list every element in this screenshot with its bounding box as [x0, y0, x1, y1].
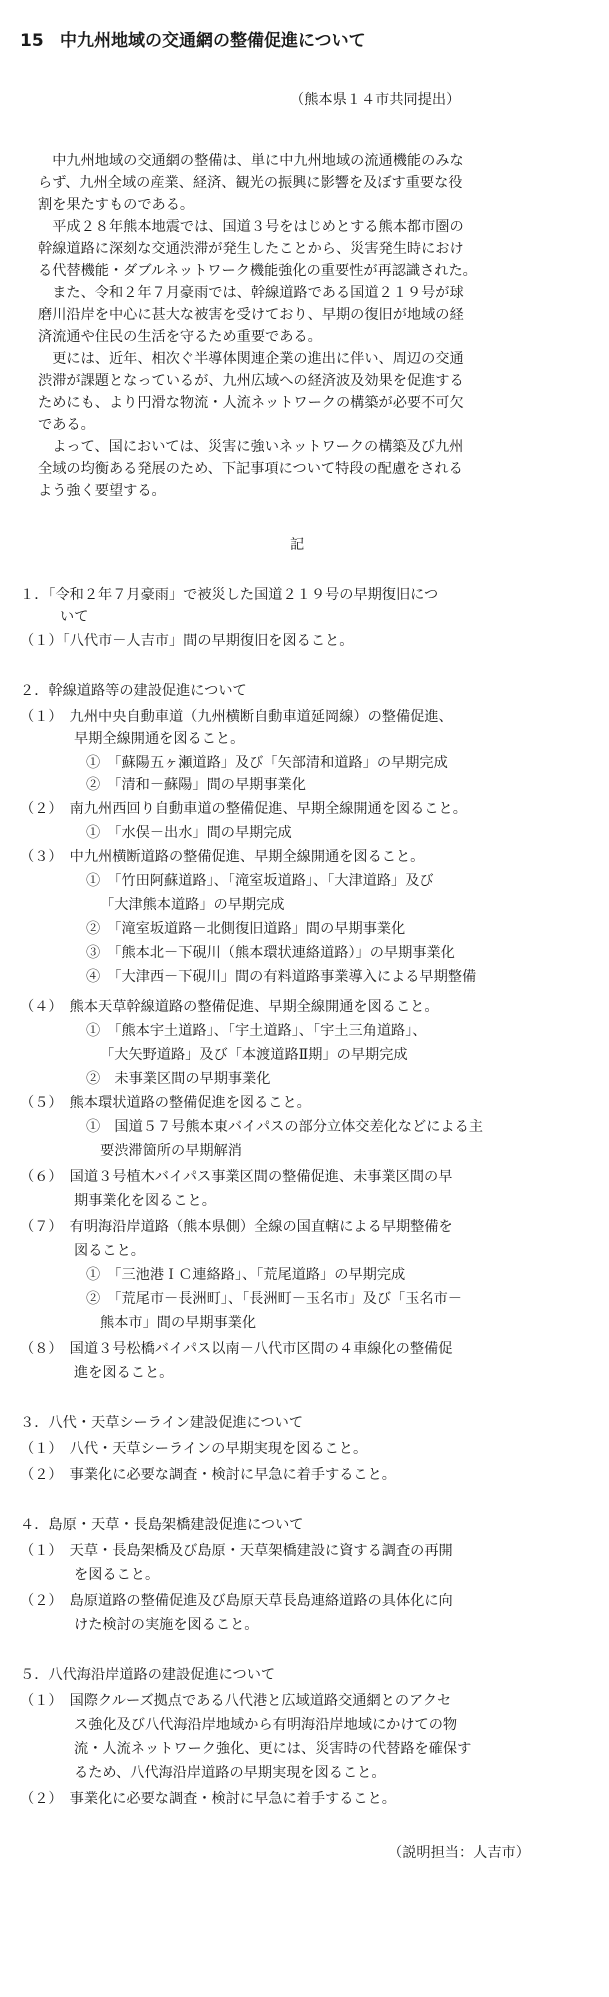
item-line: （２） 島原道路の整備促進及び島原天草長島連絡道路の具体化に向: [20, 1593, 453, 1609]
item-line: を図ること。: [74, 1567, 160, 1583]
footer-note: （説明担当：人吉市）: [388, 1845, 530, 1861]
item-line: ① 「三池港ＩＣ連絡路」、「荒尾道路」の早期完成: [86, 1267, 406, 1283]
intro-line: 平成２８年熊本地震では、国道３号をはじめとする熊本都市圏の: [38, 219, 464, 235]
item-line: ② 未事業区間の早期事業化: [86, 1071, 271, 1087]
intro-line: 更には、近年、相次ぐ半導体関連企業の進出に伴い、周辺の交通: [38, 351, 464, 367]
item-line: ス強化及び八代海沿岸地域から有明海沿岸地域にかけての物: [74, 1717, 458, 1733]
item-line: （４） 熊本天草幹線道路の整備促進、早期全線開通を図ること。: [20, 999, 439, 1015]
ki-heading: 記: [290, 537, 305, 553]
item-line: ① 「竹田阿蘇道路」、「滝室坂道路」、「大津道路」及び: [86, 873, 434, 889]
item-line: （１） 九州中央自動車道（九州横断自動車道延岡線）の整備促進、: [20, 709, 453, 725]
intro-line: 割を果たすものである。: [38, 197, 195, 213]
item-line: 熊本市」間の早期事業化: [100, 1315, 257, 1331]
submitter-note: （熊本県１４市共同提出）: [290, 92, 461, 108]
item-line: るため、八代海沿岸道路の早期実現を図ること。: [74, 1765, 386, 1781]
item-heading: ５．八代海沿岸道路の建設促進について: [20, 1667, 276, 1683]
intro-line: よって、国においては、災害に強いネットワークの構築及び九州: [38, 439, 464, 455]
item-line: けた検討の実施を図ること。: [74, 1617, 259, 1633]
item-line: いて: [60, 609, 89, 625]
item-line: ② 「清和－蘇陽」間の早期事業化: [86, 777, 306, 793]
item-line: （２） 事業化に必要な調査・検討に早急に着手すること。: [20, 1791, 396, 1807]
intro-line: また、令和２年７月豪雨では、幹線道路である国道２１９号が球: [38, 285, 464, 301]
item-line: （２） 南九州西回り自動車道の整備促進、早期全線開通を図ること。: [20, 801, 467, 817]
intro-line: 幹線道路に深刻な交通渋滞が発生したことから、災害発生時におけ: [38, 241, 464, 257]
item-line: ① 「水俣－出水」間の早期完成: [86, 825, 292, 841]
intro-line: 磨川沿岸を中心に甚大な被害を受けており、早期の復旧が地域の経: [38, 307, 464, 323]
item-line: ① 国道５７号熊本東バイパスの部分立体交差化などによる主: [86, 1119, 483, 1135]
document-title: 中九州地域の交通網の整備促進について: [60, 31, 366, 51]
item-line: （８） 国道３号松橋バイパス以南－八代市区間の４車線化の整備促: [20, 1341, 453, 1357]
item-line: 「大矢野道路」及び「本渡道路Ⅱ期」の早期完成: [100, 1047, 408, 1063]
intro-line: 済流通や住民の生活を守るため重要である。: [38, 329, 322, 345]
intro-line: である。: [38, 417, 95, 433]
item-line: 「大津熊本道路」の早期完成: [100, 897, 285, 913]
item-line: （１）「八代市－人吉市」間の早期復旧を図ること。: [20, 633, 354, 649]
item-line: ② 「荒尾市－長洲町」、「長洲町－玉名市」及び「玉名市－: [86, 1291, 462, 1307]
intro-line: よう強く要望する。: [38, 483, 166, 499]
item-heading: ３．八代・天草シーライン建設促進について: [20, 1415, 304, 1431]
item-line: 図ること。: [74, 1243, 145, 1259]
item-heading: ２．幹線道路等の建設促進について: [20, 683, 247, 699]
item-heading: １．「令和２年７月豪雨」で被災した国道２１９号の早期復旧につ: [20, 587, 439, 603]
item-line: （５） 熊本環状道路の整備促進を図ること。: [20, 1095, 311, 1111]
intro-line: ためにも、より円滑な物流・人流ネットワークの構築が必要不可欠: [38, 395, 464, 411]
item-line: ① 「熊本宇土道路」、「宇土道路」、「宇土三角道路」、: [86, 1023, 427, 1039]
item-line: （１） 国際クルーズ拠点である八代港と広域道路交通網とのアクセ: [20, 1693, 452, 1709]
item-line: 要渋滞箇所の早期解消: [100, 1143, 242, 1159]
intro-line: らず、九州全域の産業、経済、観光の振興に影響を及ぼす重要な役: [38, 175, 463, 191]
item-line: 早期全線開通を図ること。: [74, 731, 245, 747]
item-line: （７） 有明海沿岸道路（熊本県側）全線の国直轄による早期整備を: [20, 1219, 453, 1235]
item-line: （１） 八代・天草シーラインの早期実現を図ること。: [20, 1441, 368, 1457]
item-line: 期事業化を図ること。: [74, 1193, 216, 1209]
document-title-number: 15: [20, 31, 44, 51]
item-line: ② 「滝室坂道路－北側復旧道路」間の早期事業化: [86, 921, 406, 937]
intro-line: 全域の均衡ある発展のため、下記事項について特段の配慮をされる: [38, 461, 463, 477]
item-line: 流・人流ネットワーク強化、更には、災害時の代替路を確保す: [74, 1741, 472, 1757]
document-page: [8, 8, 601, 1989]
intro-line: る代替機能・ダブルネットワーク機能強化の重要性が再認識された。: [38, 263, 477, 279]
item-line: （６） 国道３号植木バイパス事業区間の整備促進、未事業区間の早: [20, 1169, 453, 1185]
item-line: ③ 「熊本北－下硯川（熊本環状連絡道路）」の早期事業化: [86, 945, 455, 961]
item-heading: ４．島原・天草・長島架橋建設促進について: [20, 1517, 304, 1533]
item-line: ④ 「大津西－下硯川」間の有料道路事業導入による早期整備: [86, 969, 477, 985]
item-line: （３） 中九州横断道路の整備促進、早期全線開通を図ること。: [20, 849, 425, 865]
intro-line: 渋滞が課題となっているが、九州広域への経済波及効果を促進する: [38, 373, 464, 389]
intro-line: 中九州地域の交通網の整備は、単に中九州地域の流通機能のみな: [38, 153, 464, 169]
item-line: 進を図ること。: [74, 1365, 174, 1381]
item-line: （１） 天草・長島架橋及び島原・天草架橋建設に資する調査の再開: [20, 1543, 453, 1559]
item-line: （２） 事業化に必要な調査・検討に早急に着手すること。: [20, 1467, 396, 1483]
item-line: ① 「蘇陽五ヶ瀬道路」及び「矢部清和道路」の早期完成: [86, 755, 448, 771]
